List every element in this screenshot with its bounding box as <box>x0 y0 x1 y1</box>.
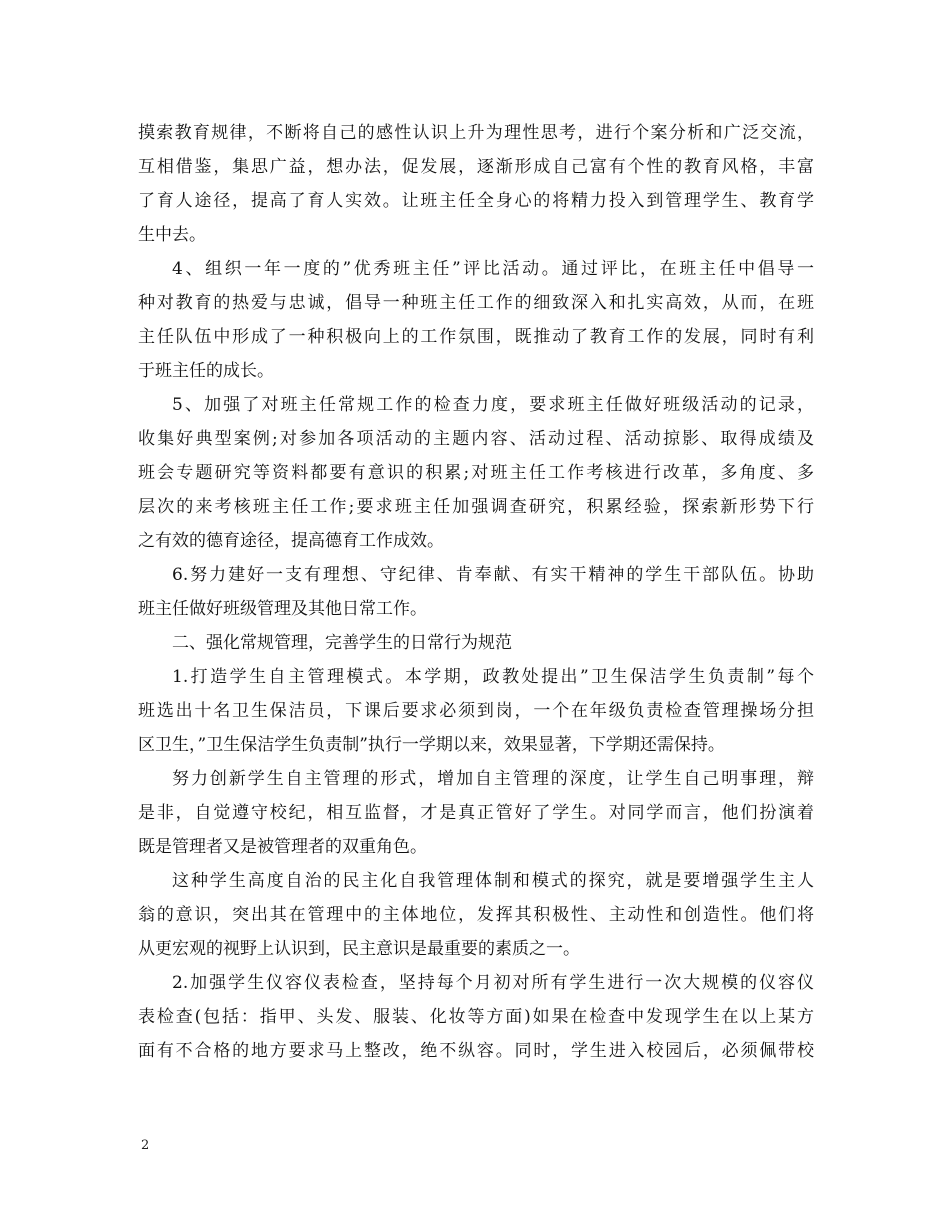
text-line: 5、加强了对班主任常规工作的检查力度，要求班主任做好班级活动的记录， <box>172 395 814 415</box>
text-line: 翁的意识，突出其在管理中的主体地位，发挥其积极性、主动性和创造性。他们将 <box>138 905 814 925</box>
text-line: 生中去。 <box>138 225 206 245</box>
text-line: 了育人途径，提高了育人实效。让班主任全身心的将精力投入到管理学生、教育学 <box>138 191 814 211</box>
text-line: 班主任做好班级管理及其他日常工作。 <box>138 599 427 619</box>
paragraph <box>138 252 814 388</box>
paragraph <box>138 388 814 558</box>
text-line: 努力创新学生自主管理的形式，增加自主管理的深度，让学生自己明事理，辩 <box>172 769 814 789</box>
text-line: 4、组织一年一度的”优秀班主任”评比活动。通过评比，在班主任中倡导一 <box>172 259 814 279</box>
text-line: 之有效的德育途径，提高德育工作成效。 <box>138 531 444 551</box>
paragraph <box>138 864 814 966</box>
paragraph <box>138 116 814 252</box>
text-line: 区卫生，”卫生保洁学生负责制”执行一学期以来，效果显著，下学期还需保持。 <box>138 735 725 755</box>
text-line: 于班主任的成长。 <box>138 361 274 381</box>
text-line: 层次的来考核班主任工作;要求班主任加强调查研究，积累经验，探索新形势下行 <box>138 497 814 517</box>
text-line: 面有不合格的地方要求马上整改，绝不纵容。同时，学生进入校园后，必须佩带校 <box>138 1041 814 1061</box>
text-line: 班会专题研究等资料都要有意识的积累;对班主任工作考核进行改革，多角度、多 <box>138 463 814 483</box>
text-line: 6.努力建好一支有理想、守纪律、肯奉献、有实干精神的学生干部队伍。协助 <box>172 565 814 585</box>
text-line: 摸索教育规律，不断将自己的感性认识上升为理性思考，进行个案分析和广泛交流， <box>138 123 814 143</box>
text-line: 种对教育的热爱与忠诚，倡导一种班主任工作的细致深入和扎实高效，从而，在班 <box>138 293 814 313</box>
paragraph <box>138 558 814 626</box>
text-line: 二、强化常规管理，完善学生的日常行为规范 <box>172 633 512 653</box>
text-line: 是非，自觉遵守校纪，相互监督，才是真正管好了学生。对同学而言，他们扮演着 <box>138 803 814 823</box>
text-line: 2.加强学生仪容仪表检查，坚持每个月初对所有学生进行一次大规模的仪容仪 <box>172 973 814 993</box>
paragraph <box>138 762 814 864</box>
page-number: 2 <box>141 1138 150 1153</box>
text-line: 互相借鉴，集思广益，想办法，促发展，逐渐形成自己富有个性的教育风格，丰富 <box>138 157 814 177</box>
text-line: 这种学生高度自治的民主化自我管理体制和模式的探究，就是要增强学生主人 <box>172 871 814 891</box>
text-line: 表检查(包括：指甲、头发、服装、化妆等方面)如果在检查中发现学生在以上某方 <box>138 1007 814 1027</box>
paragraph <box>138 966 814 1068</box>
paragraph <box>138 660 814 762</box>
text-line: 从更宏观的视野上认识到，民主意识是最重要的素质之一。 <box>138 939 580 959</box>
text-line: 班选出十名卫生保洁员，下课后要求必须到岗，一个在年级负责检查管理操场分担 <box>138 701 814 721</box>
section-heading <box>138 626 814 660</box>
text-line: 1.打造学生自主管理模式。本学期，政教处提出”卫生保洁学生负责制”每个 <box>172 667 814 687</box>
text-line: 收集好典型案例;对参加各项活动的主题内容、活动过程、活动掠影、取得成绩及 <box>138 429 814 449</box>
text-line: 主任队伍中形成了一种积极向上的工作氛围，既推动了教育工作的发展，同时有利 <box>138 327 814 347</box>
text-line: 既是管理者又是被管理者的双重角色。 <box>138 837 427 857</box>
document-body <box>138 116 814 1068</box>
